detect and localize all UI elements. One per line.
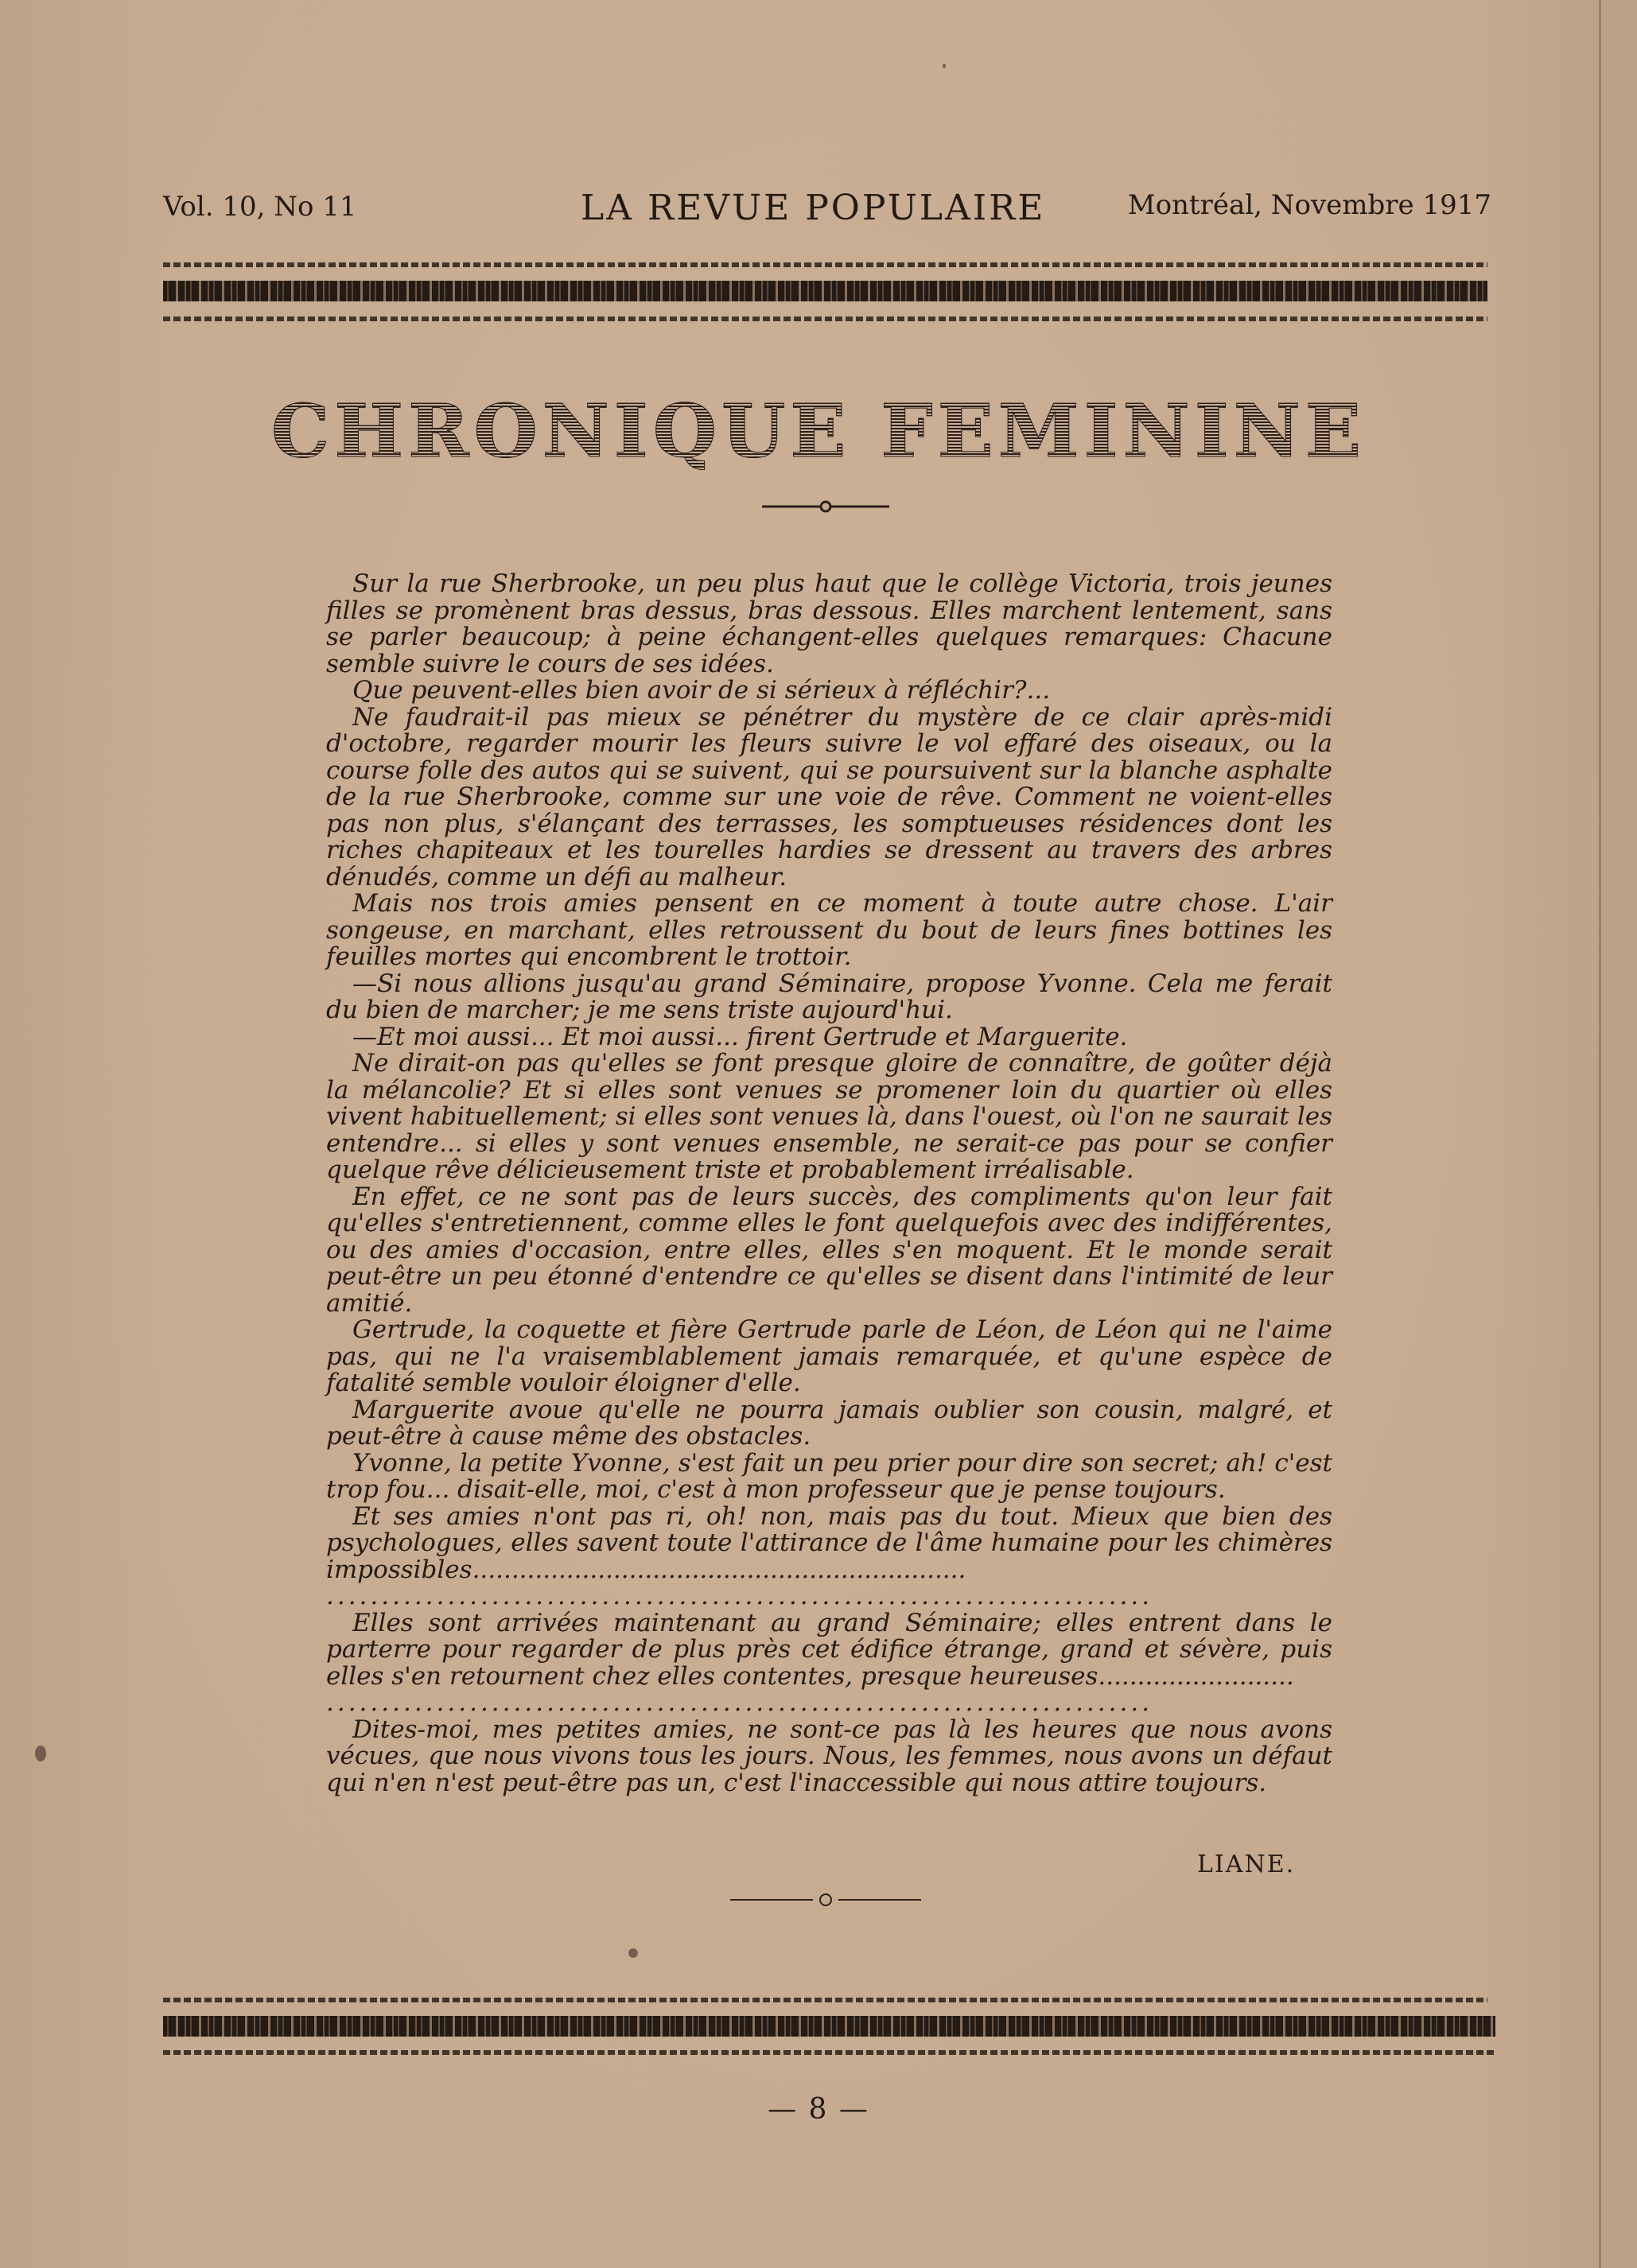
paper-speck (628, 1948, 638, 1958)
end-ornament (730, 1891, 921, 1909)
author-signature: LIANE. (1197, 1851, 1296, 1878)
header-wavy-line-bottom (163, 317, 1487, 321)
paragraph: Elles sont arrivées maintenant au grand Séminaire; elles entrent dans le parterre pour regarder de plus près cet édifice étrange, grand et sévère, puis elles s'en retournent chez elles contentes, presque heureuses......................... (326, 1608, 1332, 1691)
dotted-separator: ........................................................................... (326, 1583, 1153, 1610)
paragraph: Dites-moi, mes petites amies, ne sont-ce pas là les heures que nous avons vécues, que nous vivons tous les jours. Nous, les femmes, nous avons un défaut qui n'en n'est peut-être pas un, c'est l'inaccessible qui nous attire toujours. (326, 1715, 1332, 1797)
paper-speck (35, 1746, 46, 1761)
paragraph: Mais nos trois amies pensent en ce moment à toute autre chose. L'air songeuse, en marchant, elles retroussent du bout de leurs fines bottines les feuilles mortes qui encombrent le trottoir. (326, 889, 1332, 971)
page-header (163, 183, 1491, 239)
page-fold-shadow (1599, 0, 1601, 2268)
paragraph: —Si nous allions jusqu'au grand Séminaire, propose Yvonne. Cela me ferait du bien de marcher; je me sens triste aujourd'hui. (326, 969, 1332, 1024)
footer-wavy-line-top (163, 1998, 1487, 2002)
masthead: LA REVUE POPULAIRE (581, 188, 1046, 228)
paragraph: Marguerite avoue qu'elle ne pourra jamais oublier son cousin, malgré, et peut-être à cause même des obstacles. (326, 1395, 1332, 1451)
dateline: Montréal, Novembre 1917 (1127, 189, 1491, 221)
dotted-separator: ........................................................................... (326, 1690, 1153, 1717)
volume-number: Vol. 10, No 11 (163, 191, 357, 223)
footer-decorative-bar (163, 2016, 1495, 2037)
page-number: — 8 — (768, 2093, 869, 2126)
paragraph: Que peuvent-elles bien avoir de si sérieux à réfléchir?... (352, 676, 1051, 705)
footer-wavy-line-bottom (163, 2050, 1495, 2055)
article-body (326, 571, 1332, 1796)
header-wavy-line-top (163, 262, 1487, 267)
paragraph: Gertrude, la coquette et fière Gertrude parle de Léon, de Léon qui ne l'aime pas, qui ne l'a vraisemblablement jamais remarquée, et qu'une espèce de fatalité semble vouloir éloigner d'elle. (326, 1315, 1332, 1397)
article-title: CHRONIQUE FEMININE (270, 388, 1367, 474)
paragraph: Et ses amies n'ont pas ri, oh! non, mais pas du tout. Mieux que bien des psychologues, elles savent toute l'attirance de l'âme humaine pour les chimères impossibles............................................................... (326, 1501, 1332, 1584)
header-decorative-bar (163, 281, 1487, 301)
paragraph: Ne faudrait-il pas mieux se pénétrer du mystère de ce clair après-midi d'octobre, regarder mourir les fleurs suivre le vol effaré des oiseaux, ou la course folle des autos qui se suivent, qui se poursuivent sur la blanche asphalte de la rue Sherbrooke, comme sur une voie de rêve. Comment ne voient-elles pas non plus, s'élançant des terrasses, les somptueuses résidences dont les riches chapiteaux et les tourelles hardies se dressent au travers des arbres dénudés, comme un défi au malheur. (326, 702, 1332, 891)
paragraph: En effet, ce ne sont pas de leurs succès, des compliments qu'on leur fait qu'elles s'entretiennent, comme elles le font quelquefois avec des indifférentes, ou des amies d'occasion, entre elles, elles s'en moquent. Et le monde serait peut-être un peu étonné d'entendre ce qu'elles se disent dans l'intimité de leur amitié. (326, 1182, 1332, 1318)
paragraph: Sur la rue Sherbrooke, un peu plus haut que le collège Victoria, trois jeunes filles se promènent bras dessus, bras dessous. Elles marchent lentement, sans se parler beaucoup; à peine échangent-elles quelques remarques: Chacune semble suivre le cours de ses idées. (326, 569, 1332, 678)
title-ornament (762, 498, 889, 515)
paragraph: Ne dirait-on pas qu'elles se font presque gloire de connaître, de goûter déjà la mélancolie? Et si elles sont venues se promener loin du quartier où elles vivent habituellement; si elles sont venues là, dans l'ouest, où l'on ne saurait les entendre... si elles y sont venues ensemble, ne serait-ce pas pour se confier quelque rêve délicieusement triste et probablement irréalisable. (326, 1049, 1332, 1184)
paragraph: —Et moi aussi... Et moi aussi... firent Gertrude et Marguerite. (352, 1022, 1128, 1051)
paper-speck (943, 64, 946, 68)
paragraph: Yvonne, la petite Yvonne, s'est fait un peu prier pour dire son secret; ah! c'est trop fou... disait-elle, moi, c'est à mon professeur que je pense toujours. (326, 1448, 1332, 1504)
